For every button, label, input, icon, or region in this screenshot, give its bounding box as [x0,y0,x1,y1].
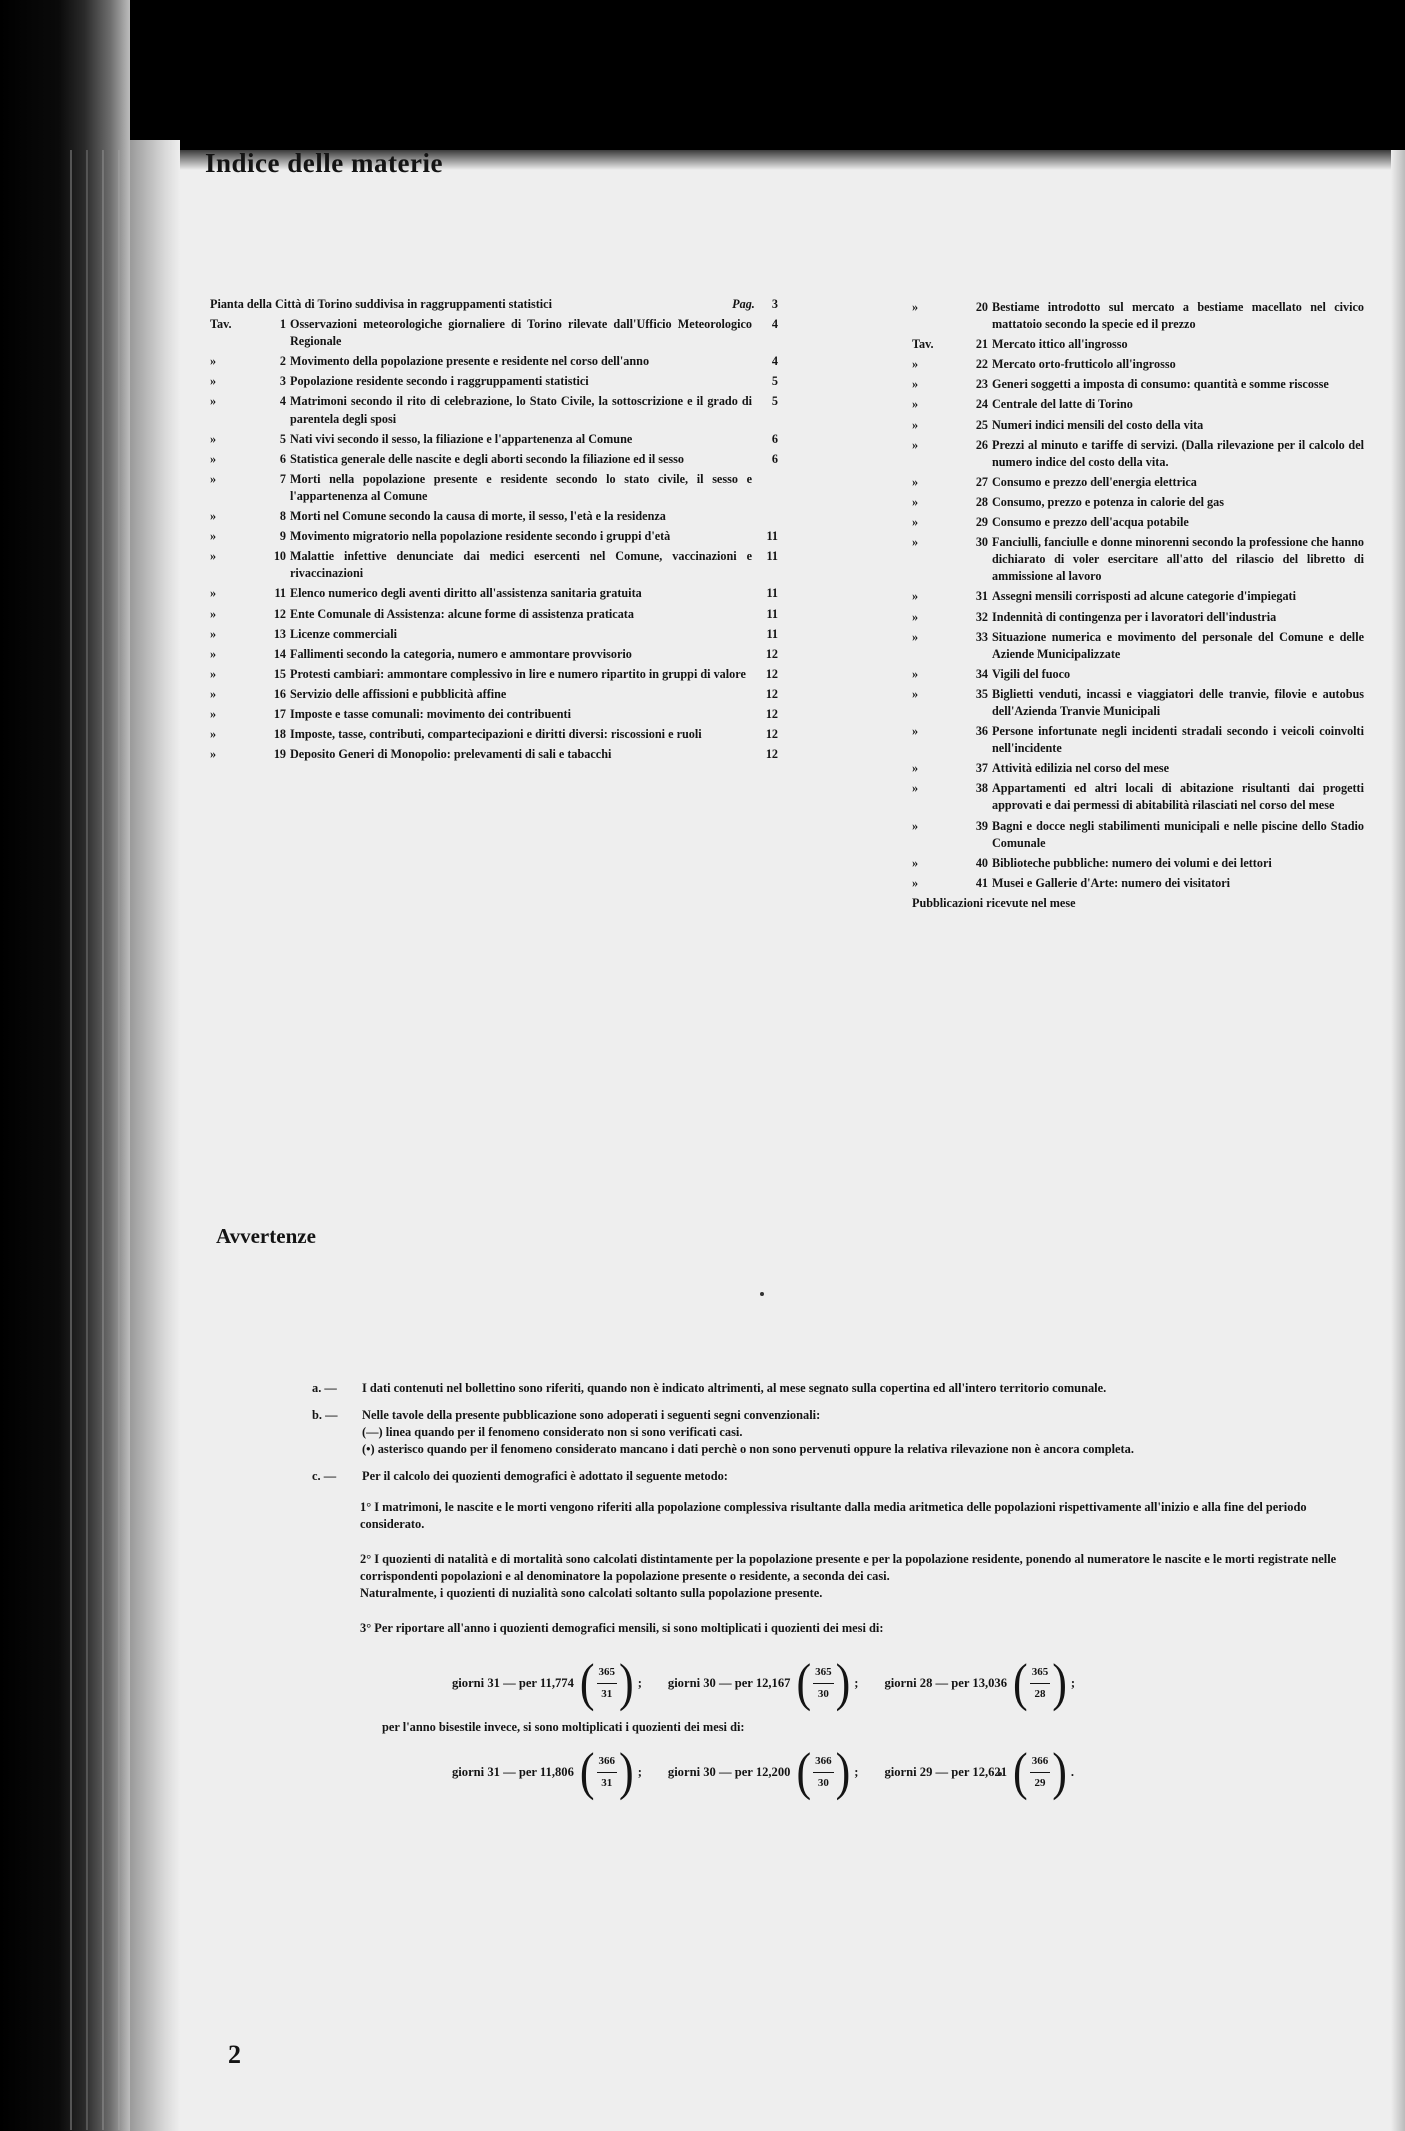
table-title: Consumo, prezzo e potenza in calorie del gas [992,494,1224,509]
table-prefix: » [912,437,919,452]
table-prefix: » [210,354,217,369]
table-title: Attività edilizia nel corso del mese [992,761,1170,776]
table-title: Movimento migratorio nella popolazione residente secondo i gruppi d'età [290,529,671,544]
table-title: Servizio delle affissioni e pubblicità affine [290,686,507,701]
separator: ; [1070,1675,1076,1690]
table-title: Vigili del fuoco [992,666,1071,681]
formula-term [884,1742,1092,1801]
index-row [912,780,1390,814]
table-number: 14 [273,646,286,661]
table-prefix: » [210,727,217,742]
index-right-column [912,296,1390,912]
close-paren: ) [1052,1653,1067,1712]
table-prefix: » [210,431,217,446]
table-prefix: » [210,686,217,701]
table-title: Deposito Generi di Monopolio: prelevamenti di sali e tabacchi [290,747,612,762]
open-paren: ( [579,1653,595,1712]
table-prefix: » [912,761,919,776]
table-title: Elenco numerico degli aventi diritto all'assistenza sanitaria gratuita [290,586,642,601]
table-number: 24 [975,397,988,412]
table-page: 12 [765,706,778,721]
table-number: 35 [975,686,988,701]
denominator: 28 [1034,1687,1046,1700]
formula-term [452,1742,660,1801]
separator: ; [637,1764,642,1779]
index-row [912,474,1390,491]
table-prefix: » [210,666,217,681]
table-prefix: » [912,875,919,890]
open-paren: ( [579,1742,595,1801]
formula-row-ordinary [452,1653,1372,1712]
table-page: 11 [766,549,778,564]
table-prefix: » [912,855,919,870]
table-title: Biglietti venduti, incassi e viaggiatori delle tranvie, filovie e autobus dell'Azienda Tranvie Municipali [992,686,1364,718]
book-binding [0,0,130,2131]
table-number: 23 [975,377,988,392]
index-row [210,393,778,427]
section-title: Indice delle materie [205,148,443,178]
table-prefix: » [912,515,919,530]
table-prefix: » [912,589,919,604]
table-title: Appartamenti ed altri locali di abitazione risultanti dai progetti approvati e dai permessi di abitabilità rilasciati nel corso del mese [992,781,1364,813]
separator: ; [854,1764,859,1779]
index-row [912,376,1390,393]
index-intro-row [210,296,778,313]
table-number: 34 [975,666,988,681]
binding-stripe [118,150,120,2130]
table-number: 40 [975,855,988,870]
close-paren: ) [619,1742,634,1801]
table-prefix: » [912,377,919,392]
table-number: 3 [279,374,286,389]
index-row [210,746,778,763]
table-title: Consumo e prezzo dell'acqua potabile [992,515,1189,530]
table-title: Imposte, tasse, contributi, compartecipazioni e diritti diversi: riscossioni e ruoli [290,727,702,742]
table-page: 12 [765,666,778,681]
note-a-text: I dati contenuti nel bollettino sono riferiti, quando non è indicato altrimenti, al mese segnato sulla copertina ed all'intero territorio comunale. [362,1381,1107,1395]
table-prefix: » [912,494,919,509]
formula-term [452,1653,660,1712]
table-number: 6 [279,451,286,466]
table-title: Consumo e prezzo dell'energia elettrica [992,474,1197,489]
open-paren: ( [796,1742,812,1801]
table-page: 5 [771,374,778,389]
table-number: 38 [975,781,988,796]
table-number: 31 [975,589,988,604]
numerator: 366 [1030,1753,1051,1773]
table-number: 11 [274,586,286,601]
note-a [312,1380,1372,1397]
index-row [210,646,778,663]
table-prefix: » [912,724,919,739]
table-number: 16 [273,686,286,701]
fraction [813,1753,834,1792]
table-number: 32 [975,609,988,624]
formula-label: giorni 30 — per 12,167 [667,1675,791,1690]
table-page: 5 [771,394,778,409]
formula-row-leap [452,1742,1372,1801]
binding-stripe [86,150,88,2130]
table-prefix: » [210,706,217,721]
note-c-text: Per il calcolo dei quozienti demografici è adottato il seguente metodo: [362,1469,728,1483]
fraction [597,1664,618,1703]
table-prefix: » [912,781,919,796]
numerator: 366 [813,1753,834,1773]
table-prefix: » [210,646,217,661]
close-paren: ) [1052,1742,1067,1801]
formula-label: giorni 31 — per 11,806 [452,1764,574,1779]
table-prefix: » [210,509,217,524]
table-title: Ente Comunale di Assistenza: alcune forme di assistenza praticata [290,606,634,621]
index-row [912,514,1390,531]
note-c3: 3° Per riportare all'anno i quozienti demografici mensili, si sono moltiplicati i quozienti dei mesi di: [360,1621,884,1635]
table-prefix: » [912,535,919,550]
table-title: Fanciulli, fanciulle e donne minorenni secondo la professione che hanno dichiarato di voler esercitare all'atto del rilascio del libretto di ammissione al lavoro [992,535,1364,584]
table-prefix: » [912,397,919,412]
formula-term [667,1653,877,1712]
table-number: 22 [975,357,988,372]
index-row [210,316,778,350]
index-row [912,609,1390,626]
index-row [912,336,1390,353]
table-prefix: » [912,357,919,372]
fraction [1030,1753,1051,1792]
open-paren: ( [1013,1742,1028,1801]
formula-label: giorni 31 — per 11,774 [452,1675,574,1690]
table-title: Popolazione residente secondo i raggruppamenti statistici [290,374,589,389]
table-page: 12 [765,747,778,762]
table-prefix: » [912,609,919,624]
index-row [210,528,778,545]
index-row [912,686,1390,720]
notice-body [312,1380,1372,1818]
intro-page: 3 [771,297,778,311]
table-number: 39 [975,818,988,833]
table-prefix: » [210,451,217,466]
binding-stripe [102,150,104,2130]
note-c2b: Naturalmente, i quozienti di nuzialità sono calcolati soltanto sulla popolazione presente. [360,1586,823,1600]
table-prefix: » [210,394,217,409]
index-row [210,706,778,723]
table-title: Generi soggetti a imposta di consumo: quantità e somme riscosse [992,377,1329,392]
intro-text: Pianta della Città di Torino suddivisa in raggruppamenti statistici [210,297,552,311]
table-number: 21 [975,337,988,352]
fraction [1030,1664,1051,1703]
separator: ; [854,1675,859,1690]
table-prefix: » [912,818,919,833]
table-title: Persone infortunate negli incidenti stradali secondo i veicoli coinvolti nell'incidente [992,724,1364,756]
note-c1: 1° I matrimoni, le nascite e le morti vengono riferiti alla popolazione complessiva risultante dalla media aritmetica delle popolazioni rispettivamente all'inizio e alla fine del periodo considerato. [360,1500,1307,1531]
index-row [210,431,778,448]
top-dark-band [0,0,1405,150]
index-row [210,626,778,643]
table-number: 18 [273,727,286,742]
table-page: 11 [766,606,778,621]
table-number: 27 [975,474,988,489]
table-title: Morti nella popolazione presente e residente secondo lo stato civile, il sesso e l'appartenenza al Comune [290,471,752,503]
index-row [912,723,1390,757]
index-row [210,585,778,602]
table-number: 17 [273,706,286,721]
index-row [912,875,1390,892]
table-number: 36 [975,724,988,739]
index-row [912,855,1390,872]
table-prefix: Tav. [210,317,232,332]
formula-term [667,1742,877,1801]
separator: ; [637,1675,642,1690]
table-number: 1 [279,317,286,332]
table-title: Licenze commerciali [290,626,398,641]
close-paren: ) [835,1742,851,1801]
table-number: 15 [273,666,286,681]
table-title: Assegni mensili corrisposti ad alcune categorie d'impiegati [992,589,1296,604]
table-title: Fallimenti secondo la categoria, numero e ammontare provvisorio [290,646,632,661]
index-row [210,666,778,683]
table-prefix: » [912,474,919,489]
table-number: 9 [279,529,286,544]
table-number: 26 [975,437,988,452]
index-row [210,606,778,623]
table-prefix: » [912,300,919,314]
table-prefix: » [912,666,919,681]
denominator: 29 [1034,1776,1046,1789]
table-page: 11 [766,586,778,601]
table-number: 25 [975,417,988,432]
index-left-column [210,296,778,763]
index-row [912,396,1390,413]
table-number: 41 [975,875,988,890]
index-row [912,437,1390,471]
table-title: Morti nel Comune secondo la causa di morte, il sesso, l'età e la residenza [290,509,666,524]
table-page: 6 [771,451,778,466]
note-b-text: Nelle tavole della presente pubblicazione sono adoperati i seguenti segni convenzionali: [362,1408,821,1422]
table-number: 19 [273,747,286,762]
index-row [210,686,778,703]
table-title: Prezzi al minuto e tariffe di servizi. (Dalla rilevazione per il calcolo del numero indice del costo della vita. [992,437,1364,469]
table-prefix: » [210,626,217,641]
table-prefix: » [912,629,919,644]
table-prefix: » [210,529,217,544]
table-title: Bagni e docce negli stabilimenti municipali e nelle piscine dello Stadio Comunale [992,818,1364,850]
page-curl-shadow [130,140,180,2131]
binding-stripe [70,150,72,2130]
table-prefix: » [210,549,217,564]
table-title: Numeri indici mensili del costo della vita [992,417,1204,432]
table-title: Situazione numerica e movimento del personale del Comune e delle Aziende Municipalizzate [992,629,1364,661]
table-title: Bestiame introdotto sul mercato a bestiame macellato nel civico mattatoio secondo la specie ed il prezzo [992,300,1364,332]
table-page: 4 [771,354,778,369]
table-title: Imposte e tasse comunali: movimento dei contribuenti [290,706,571,721]
table-page: 11 [766,626,778,641]
index-row [912,760,1390,777]
table-prefix: » [210,606,217,621]
table-page: 4 [771,317,778,332]
index-row [210,471,778,505]
table-number: 2 [279,354,286,369]
numerator: 365 [1030,1664,1051,1684]
table-number: 13 [273,626,286,641]
table-title: Nati vivi secondo il sesso, la filiazione e l'appartenenza al Comune [290,431,633,446]
fraction [597,1753,618,1792]
note-b-label: b. — [312,1408,338,1422]
fraction [813,1664,834,1703]
formula-label: giorni 28 — per 13,036 [884,1675,1008,1690]
table-title: Musei e Gallerie d'Arte: numero dei visitatori [992,875,1231,890]
leap-year-text: per l'anno bisestile invece, si sono moltiplicati i quozienti dei mesi di: [382,1720,745,1734]
numerator: 365 [597,1664,618,1684]
denominator: 31 [601,1776,613,1789]
open-paren: ( [1013,1653,1028,1712]
index-row [210,508,778,525]
index-row [210,726,778,743]
table-number: 37 [975,761,988,776]
table-title: Matrimoni secondo il rito di celebrazione, lo Stato Civile, la sottoscrizione e il grado di parentela degli sposi [290,394,752,426]
formula-term [884,1653,1093,1712]
close-paren: ) [619,1653,634,1712]
open-paren: ( [796,1653,812,1712]
table-title: Indennità di contingenza per i lavoratori dell'industria [992,609,1277,624]
index-row [912,629,1390,663]
table-number: 4 [279,394,286,409]
notice-title: Avvertenze [216,1224,316,1248]
table-title: Mercato ittico all'ingrosso [992,337,1128,352]
index-row [210,353,778,370]
table-title: Malattie infettive denunciate dai medici esercenti nel Comune, vaccinazioni e rivaccinazioni [290,549,752,581]
index-row [210,373,778,390]
note-c [312,1468,1372,1808]
denominator: 31 [601,1687,613,1700]
table-number: 33 [975,629,988,644]
page-right-edge [1391,150,1405,2131]
table-number: 7 [279,471,286,486]
note-c-label: c. — [312,1469,337,1483]
table-title: Mercato orto-frutticolo all'ingrosso [992,357,1176,372]
page-number: 2 [228,2040,241,2069]
note-b [312,1407,1372,1458]
formula-label: giorni 30 — per 12,200 [667,1764,791,1779]
denominator: 30 [817,1776,829,1789]
index-row [912,299,1390,333]
table-number: 20 [975,300,988,314]
table-title: Osservazioni meteorologiche giornaliere di Torino rilevate dall'Ufficio Meteorologico Regionale [290,317,752,349]
table-title: Protesti cambiari: ammontare complessivo in lire e numero ripartito in gruppi di valore [290,666,746,681]
index-row [912,895,1390,912]
table-title: Centrale del latte di Torino [992,397,1133,412]
index-row [912,494,1390,511]
table-page: 12 [765,646,778,661]
table-page: 6 [771,431,778,446]
numerator: 366 [597,1753,618,1773]
table-title: Statistica generale delle nascite e degli aborti secondo la filiazione ed il sesso [290,451,685,466]
table-title: Pubblicazioni ricevute nel mese [912,895,1076,910]
table-number: 10 [273,549,286,564]
index-row [912,588,1390,605]
index-row [912,666,1390,683]
index-row [912,356,1390,373]
table-prefix: Tav. [912,337,934,352]
table-title: Movimento della popolazione presente e residente nel corso dell'anno [290,354,650,369]
table-prefix: » [210,471,217,486]
note-c2a: 2° I quozienti di natalità e di mortalità sono calcolati distintamente per la popolazione presente e per la popolazione residente, ponendo al numeratore le nascite e le morti registrate nelle corrispondenti popolazioni e al denominatore la popolazione presente o residente, a seconda dei casi. [360,1552,1337,1583]
table-page: 12 [765,686,778,701]
note-b-sub2: (•) asterisco quando per il fenomeno considerato mancano i dati perchè o non sono pervenuti oppure la relativa rilevazione non è ancora completa. [362,1442,1134,1456]
index-row [210,548,778,582]
table-number: 28 [975,494,988,509]
denominator: 30 [817,1687,829,1700]
table-prefix: » [912,417,919,432]
table-number: 12 [273,606,286,621]
table-number: 30 [975,535,988,550]
numerator: 365 [813,1664,834,1684]
table-number: 5 [279,431,286,446]
table-prefix: » [210,586,217,601]
formula-label: giorni 29 — per 12,621 [884,1764,1008,1779]
table-number: 8 [279,509,286,524]
table-title: Biblioteche pubbliche: numero dei volumi e dei lettori [992,855,1272,870]
table-prefix: » [210,747,217,762]
index-row [912,818,1390,852]
separator: . [1070,1764,1074,1779]
note-a-label: a. — [312,1381,337,1395]
table-page: 11 [766,529,778,544]
index-row [210,451,778,468]
table-number: 29 [975,515,988,530]
index-row [912,534,1390,585]
table-prefix: » [210,374,217,389]
speck [760,1292,764,1296]
table-prefix: » [912,686,919,701]
table-page: 12 [765,727,778,742]
index-row [912,417,1390,434]
close-paren: ) [835,1653,851,1712]
note-b-sub1: (—) linea quando per il fenomeno considerato non si sono verificati casi. [362,1425,743,1439]
page-prefix: Pag. [732,297,755,311]
